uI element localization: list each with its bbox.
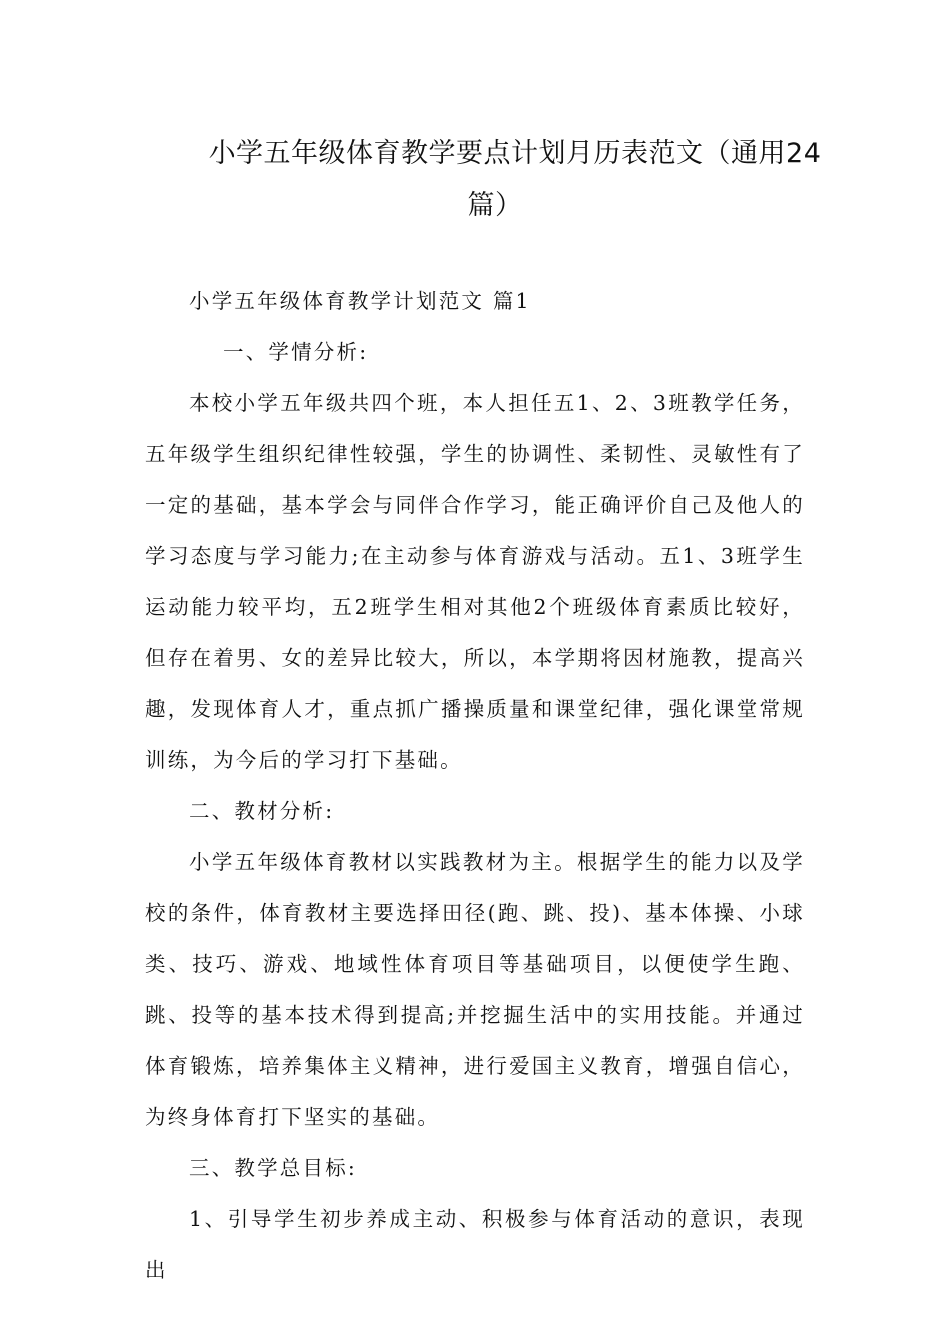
title-line-1: 小学五年级体育教学要点计划月历表范文（通用24 xyxy=(208,138,822,169)
paragraph-material-analysis: 小学五年级体育教材以实践教材为主。根据学生的能力以及学校的条件，体育教材主要选择田径(跑、跳、投)、基本体操、小球类、技巧、游戏、地域性体育项目等基础项目，以便使学生跑、跳、投等的基本技术得到提高;并挖掘生活中的实用技能。并通过体育锻炼，培养集体主义精神，进行爱国主义教育，增强自信心，为终身体育打下坚实的基础。 xyxy=(145,850,805,1129)
document-title xyxy=(145,128,845,232)
heading-material-analysis: 二、教材分析: xyxy=(189,799,335,823)
heading-teaching-goals: 三、教学总目标: xyxy=(189,1156,358,1180)
document-body xyxy=(145,276,805,1296)
title-line-2: 篇） xyxy=(467,190,523,221)
section-heading: 小学五年级体育教学计划范文 篇1 xyxy=(189,289,531,313)
paragraph-teaching-goals: 1、引导学生初步养成主动、积极参与体育活动的意识，表现出 xyxy=(145,1207,805,1282)
heading-learning-analysis: 一、学情分析: xyxy=(223,340,369,364)
paragraph-learning-analysis: 本校小学五年级共四个班，本人担任五1、2、3班教学任务，五年级学生组织纪律性较强，学生的协调性、柔韧性、灵敏性有了一定的基础，基本学会与同伴合作学习，能正确评价自己及他人的学习态度与学习能力;在主动参与体育游戏与活动。五1、3班学生运动能力较平均，五2班学生相对其他2个班级体育素质比较好，但存在着男、女的差异比较大，所以，本学期将因材施教，提高兴趣，发现体育人才，重点抓广播操质量和课堂纪律，强化课堂常规训练，为今后的学习打下基础。 xyxy=(145,391,805,772)
